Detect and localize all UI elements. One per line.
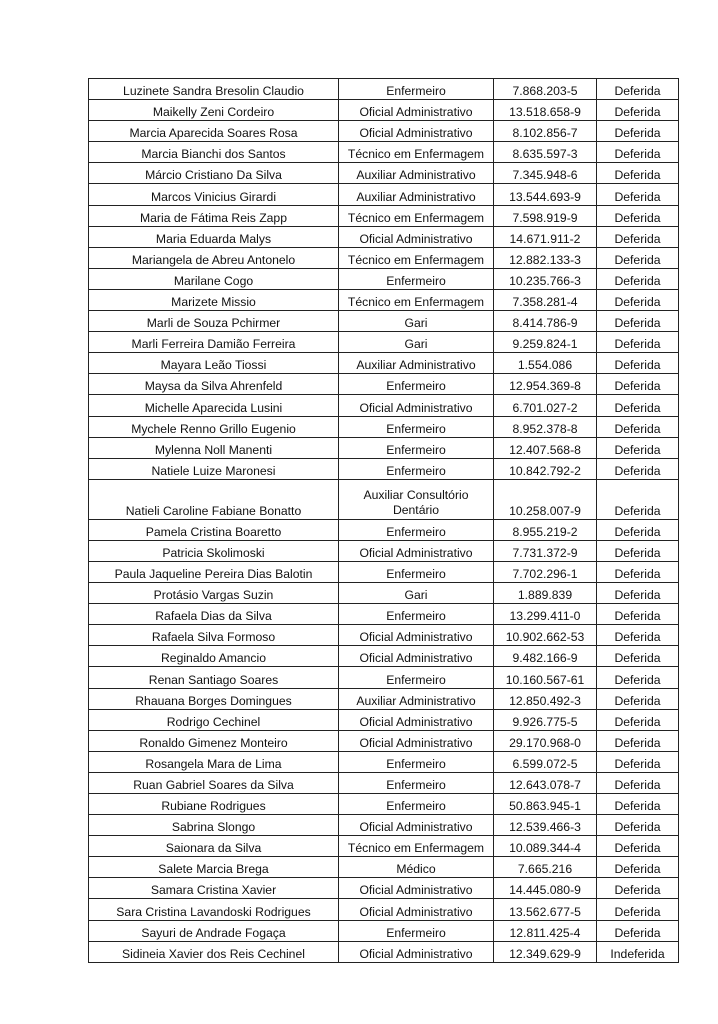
- table-row: [89, 311, 679, 332]
- table-row: [89, 268, 679, 289]
- table-row: [89, 625, 679, 646]
- cell-name: Salete Marcia Brega: [89, 857, 339, 878]
- table-row: [89, 878, 679, 899]
- cell-status: Deferida: [597, 437, 679, 458]
- cell-name: Saionara da Silva: [89, 836, 339, 857]
- cell-name: Marcia Aparecida Soares Rosa: [89, 121, 339, 142]
- cell-document: 7.598.919-9: [494, 205, 597, 226]
- cell-role: Enfermeiro: [339, 920, 494, 941]
- table-row: [89, 836, 679, 857]
- table-row: [89, 374, 679, 395]
- cell-document: 7.358.281-4: [494, 289, 597, 310]
- cell-name: Sayuri de Andrade Fogaça: [89, 920, 339, 941]
- cell-name: Michelle Aparecida Lusini: [89, 395, 339, 416]
- table-row: [89, 226, 679, 247]
- cell-status: Deferida: [597, 899, 679, 920]
- table-row: [89, 479, 679, 519]
- cell-status: Deferida: [597, 142, 679, 163]
- cell-role: Oficial Administrativo: [339, 941, 494, 962]
- table-row: [89, 667, 679, 688]
- table-row: [89, 163, 679, 184]
- cell-name: Rafaela Dias da Silva: [89, 604, 339, 625]
- cell-document: 9.926.775-5: [494, 709, 597, 730]
- table-row: [89, 941, 679, 962]
- cell-status: Deferida: [597, 815, 679, 836]
- cell-role: Enfermeiro: [339, 268, 494, 289]
- cell-document: 13.562.677-5: [494, 899, 597, 920]
- cell-role: Auxiliar Administrativo: [339, 184, 494, 205]
- cell-name: Marilane Cogo: [89, 268, 339, 289]
- cell-status: Deferida: [597, 479, 679, 519]
- table-row: [89, 121, 679, 142]
- table-row: [89, 289, 679, 310]
- table-row: [89, 205, 679, 226]
- table-row: [89, 899, 679, 920]
- cell-role: Gari: [339, 332, 494, 353]
- cell-name: Rafaela Silva Formoso: [89, 625, 339, 646]
- cell-role: Técnico em Enfermagem: [339, 247, 494, 268]
- cell-role: Oficial Administrativo: [339, 878, 494, 899]
- table-row: [89, 395, 679, 416]
- table-row: [89, 688, 679, 709]
- cell-name: Marcos Vinicius Girardi: [89, 184, 339, 205]
- table-row: [89, 332, 679, 353]
- table-row: [89, 920, 679, 941]
- table-row: [89, 857, 679, 878]
- cell-name: Maria Eduarda Malys: [89, 226, 339, 247]
- cell-document: 7.731.372-9: [494, 540, 597, 561]
- cell-name: Rodrigo Cechinel: [89, 709, 339, 730]
- cell-name: Mylenna Noll Manenti: [89, 437, 339, 458]
- cell-role: Auxiliar Administrativo: [339, 163, 494, 184]
- cell-document: 9.482.166-9: [494, 646, 597, 667]
- cell-status: Deferida: [597, 519, 679, 540]
- table-row: [89, 604, 679, 625]
- cell-status: Deferida: [597, 458, 679, 479]
- cell-status: Deferida: [597, 688, 679, 709]
- cell-role: Gari: [339, 311, 494, 332]
- cell-name: Ronaldo Gimenez Monteiro: [89, 730, 339, 751]
- cell-document: 13.299.411-0: [494, 604, 597, 625]
- table-row: [89, 583, 679, 604]
- cell-role: Oficial Administrativo: [339, 226, 494, 247]
- cell-role: Enfermeiro: [339, 561, 494, 582]
- cell-status: Deferida: [597, 268, 679, 289]
- cell-role: Enfermeiro: [339, 437, 494, 458]
- cell-name: Pamela Cristina Boaretto: [89, 519, 339, 540]
- cell-name: Mariangela de Abreu Antonelo: [89, 247, 339, 268]
- cell-document: 6.701.027-2: [494, 395, 597, 416]
- cell-document: 1.889.839: [494, 583, 597, 604]
- table-body: [89, 79, 679, 963]
- cell-status: Deferida: [597, 205, 679, 226]
- cell-name: Marli Ferreira Damião Ferreira: [89, 332, 339, 353]
- cell-status: Deferida: [597, 353, 679, 374]
- table-row: [89, 416, 679, 437]
- cell-document: 9.259.824-1: [494, 332, 597, 353]
- cell-document: 10.842.792-2: [494, 458, 597, 479]
- cell-name: Natieli Caroline Fabiane Bonatto: [89, 479, 339, 519]
- cell-status: Deferida: [597, 289, 679, 310]
- cell-status: Deferida: [597, 561, 679, 582]
- cell-role: Oficial Administrativo: [339, 395, 494, 416]
- cell-role: Auxiliar Administrativo: [339, 688, 494, 709]
- cell-document: 12.349.629-9: [494, 941, 597, 962]
- cell-status: Deferida: [597, 374, 679, 395]
- cell-status: Deferida: [597, 709, 679, 730]
- cell-name: Sabrina Slongo: [89, 815, 339, 836]
- cell-status: Deferida: [597, 794, 679, 815]
- cell-document: 29.170.968-0: [494, 730, 597, 751]
- cell-name: Rubiane Rodrigues: [89, 794, 339, 815]
- cell-status: Deferida: [597, 121, 679, 142]
- cell-name: Reginaldo Amancio: [89, 646, 339, 667]
- cell-name: Marli de Souza Pchirmer: [89, 311, 339, 332]
- cell-document: 14.445.080-9: [494, 878, 597, 899]
- table-row: [89, 709, 679, 730]
- cell-status: Deferida: [597, 184, 679, 205]
- cell-role: Enfermeiro: [339, 519, 494, 540]
- table-row: [89, 540, 679, 561]
- cell-document: 13.518.658-9: [494, 100, 597, 121]
- cell-document: 50.863.945-1: [494, 794, 597, 815]
- cell-status: Deferida: [597, 226, 679, 247]
- cell-name: Ruan Gabriel Soares da Silva: [89, 772, 339, 793]
- cell-document: 12.811.425-4: [494, 920, 597, 941]
- cell-status: Deferida: [597, 920, 679, 941]
- cell-role: Oficial Administrativo: [339, 540, 494, 561]
- applications-table: [88, 78, 679, 963]
- cell-document: 7.868.203-5: [494, 79, 597, 100]
- cell-name: Márcio Cristiano Da Silva: [89, 163, 339, 184]
- cell-role: Enfermeiro: [339, 772, 494, 793]
- table-row: [89, 353, 679, 374]
- cell-document: 12.882.133-3: [494, 247, 597, 268]
- cell-role: Oficial Administrativo: [339, 815, 494, 836]
- cell-document: 12.850.492-3: [494, 688, 597, 709]
- cell-role: Enfermeiro: [339, 416, 494, 437]
- cell-status: Deferida: [597, 751, 679, 772]
- cell-name: Mayara Leão Tiossi: [89, 353, 339, 374]
- cell-document: 10.089.344-4: [494, 836, 597, 857]
- cell-status: Deferida: [597, 730, 679, 751]
- table-row: [89, 815, 679, 836]
- cell-status: Deferida: [597, 646, 679, 667]
- cell-role: Auxiliar Administrativo: [339, 353, 494, 374]
- cell-status: Deferida: [597, 604, 679, 625]
- table-row: [89, 247, 679, 268]
- cell-name: Sara Cristina Lavandoski Rodrigues: [89, 899, 339, 920]
- cell-status: Deferida: [597, 583, 679, 604]
- cell-status: Deferida: [597, 836, 679, 857]
- cell-role: Técnico em Enfermagem: [339, 205, 494, 226]
- table-row: [89, 751, 679, 772]
- cell-document: 13.544.693-9: [494, 184, 597, 205]
- cell-status: Deferida: [597, 247, 679, 268]
- table-row: [89, 561, 679, 582]
- table-row: [89, 646, 679, 667]
- cell-name: Rosangela Mara de Lima: [89, 751, 339, 772]
- cell-document: 12.643.078-7: [494, 772, 597, 793]
- cell-name: Samara Cristina Xavier: [89, 878, 339, 899]
- cell-document: 14.671.911-2: [494, 226, 597, 247]
- cell-document: 8.635.597-3: [494, 142, 597, 163]
- table-row: [89, 437, 679, 458]
- cell-role: Enfermeiro: [339, 667, 494, 688]
- cell-document: 7.702.296-1: [494, 561, 597, 582]
- cell-name: Sidineia Xavier dos Reis Cechinel: [89, 941, 339, 962]
- cell-document: 12.954.369-8: [494, 374, 597, 395]
- cell-status: Deferida: [597, 311, 679, 332]
- table-row: [89, 458, 679, 479]
- cell-role: Gari: [339, 583, 494, 604]
- cell-name: Paula Jaqueline Pereira Dias Balotin: [89, 561, 339, 582]
- cell-role: Médico: [339, 857, 494, 878]
- cell-role: Enfermeiro: [339, 751, 494, 772]
- table-row: [89, 794, 679, 815]
- cell-name: Mychele Renno Grillo Eugenio: [89, 416, 339, 437]
- cell-status: Deferida: [597, 667, 679, 688]
- cell-status: Deferida: [597, 395, 679, 416]
- table-row: [89, 142, 679, 163]
- cell-document: 7.345.948-6: [494, 163, 597, 184]
- table-row: [89, 730, 679, 751]
- table-row: [89, 100, 679, 121]
- cell-document: 8.955.219-2: [494, 519, 597, 540]
- cell-role: Enfermeiro: [339, 794, 494, 815]
- cell-name: Patricia Skolimoski: [89, 540, 339, 561]
- cell-name: Marcia Bianchi dos Santos: [89, 142, 339, 163]
- cell-role: Oficial Administrativo: [339, 121, 494, 142]
- cell-role: Oficial Administrativo: [339, 100, 494, 121]
- cell-role: Técnico em Enfermagem: [339, 289, 494, 310]
- table-row: [89, 184, 679, 205]
- cell-status: Deferida: [597, 163, 679, 184]
- cell-document: 8.952.378-8: [494, 416, 597, 437]
- cell-role: Oficial Administrativo: [339, 709, 494, 730]
- cell-name: Renan Santiago Soares: [89, 667, 339, 688]
- cell-name: Rhauana Borges Domingues: [89, 688, 339, 709]
- cell-status: Deferida: [597, 100, 679, 121]
- cell-name: Luzinete Sandra Bresolin Claudio: [89, 79, 339, 100]
- cell-name: Maikelly Zeni Cordeiro: [89, 100, 339, 121]
- cell-role: Técnico em Enfermagem: [339, 836, 494, 857]
- cell-document: 6.599.072-5: [494, 751, 597, 772]
- cell-role: Técnico em Enfermagem: [339, 142, 494, 163]
- cell-role: Enfermeiro: [339, 79, 494, 100]
- table-row: [89, 79, 679, 100]
- cell-status: Indeferida: [597, 941, 679, 962]
- cell-role: Enfermeiro: [339, 604, 494, 625]
- cell-status: Deferida: [597, 625, 679, 646]
- cell-role: Oficial Administrativo: [339, 730, 494, 751]
- cell-name: Natiele Luize Maronesi: [89, 458, 339, 479]
- cell-document: 12.539.466-3: [494, 815, 597, 836]
- cell-role: Enfermeiro: [339, 374, 494, 395]
- table-row: [89, 519, 679, 540]
- cell-document: 10.258.007-9: [494, 479, 597, 519]
- table-row: [89, 772, 679, 793]
- cell-role: Oficial Administrativo: [339, 646, 494, 667]
- cell-document: 8.414.786-9: [494, 311, 597, 332]
- cell-document: 10.235.766-3: [494, 268, 597, 289]
- cell-status: Deferida: [597, 79, 679, 100]
- cell-name: Protásio Vargas Suzin: [89, 583, 339, 604]
- cell-status: Deferida: [597, 857, 679, 878]
- cell-document: 10.902.662-53: [494, 625, 597, 646]
- cell-name: Maria de Fátima Reis Zapp: [89, 205, 339, 226]
- cell-name: Maysa da Silva Ahrenfeld: [89, 374, 339, 395]
- cell-document: 12.407.568-8: [494, 437, 597, 458]
- cell-role: Enfermeiro: [339, 458, 494, 479]
- cell-status: Deferida: [597, 540, 679, 561]
- cell-document: 1.554.086: [494, 353, 597, 374]
- cell-role: Oficial Administrativo: [339, 899, 494, 920]
- cell-status: Deferida: [597, 416, 679, 437]
- cell-status: Deferida: [597, 332, 679, 353]
- cell-name: Marizete Missio: [89, 289, 339, 310]
- cell-document: 10.160.567-61: [494, 667, 597, 688]
- cell-document: 8.102.856-7: [494, 121, 597, 142]
- cell-role: Oficial Administrativo: [339, 625, 494, 646]
- cell-role: Auxiliar Consultório Dentário: [339, 479, 494, 519]
- cell-document: 7.665.216: [494, 857, 597, 878]
- cell-status: Deferida: [597, 878, 679, 899]
- cell-status: Deferida: [597, 772, 679, 793]
